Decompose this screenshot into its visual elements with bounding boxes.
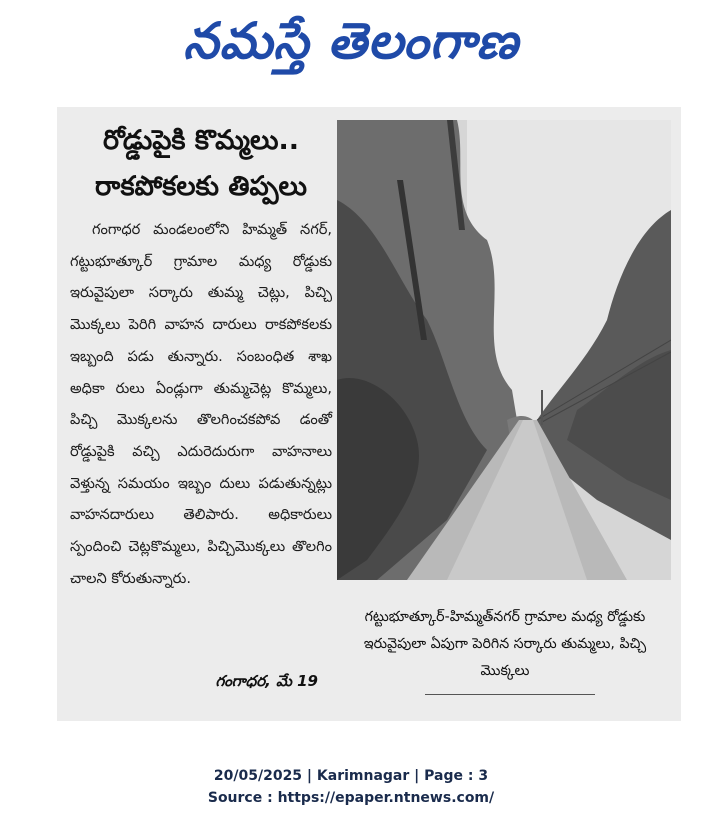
road-photo — [337, 120, 671, 580]
footer-source-link[interactable]: Source : https://epaper.ntnews.com/ — [207, 790, 495, 806]
road-photo-illustration — [337, 120, 671, 580]
caption-underline — [425, 694, 595, 695]
article-dateline: గంగాధర, మే 19 — [215, 672, 318, 690]
photo-caption: గట్టుభూత్కూర్-హిమ్మత్‌నగర్ గ్రామాల మధ్య రోడ్డుకు ఇరువైపులా ఏపుగా పెరిగిన సర్కారు తుమ్మలు, పిచ్చి మొక్కలు — [363, 609, 647, 679]
footer-edition-info: 20/05/2025 | Karimnagar | Page : 3 — [213, 768, 489, 784]
article-body: గంగాధర మండలంలోని హిమ్మత్ నగర్, గట్టుభూత్కూర్ గ్రామాల మధ్య రోడ్డుకు ఇరువైపులా సర్కారు తుమ్మ చెట్లు, పిచ్చి మొక్కలు పెరిగి వాహన దారులు రాకపోకలకు ఇబ్బంది పడు తున్నారు. సంబంధిత శాఖ అధికా రులు ఏండ్లుగా తుమ్మచెట్ల కొమ్మలు, పిచ్చి మొక్కలను తొలగించకపోవ డంతో రోడ్డుపైకి వచ్చి ఎదురెదురుగా వాహనాలు వెళ్తున్న సమయం ఇబ్బం దులు పడుతున్నట్లు వాహనదారులు తెలిపారు. అధికారులు స్పందించి చెట్లకొమ్మలు, పిచ్చిమొక్కలు తొలగిం చాలని కోరుతున్నారు. — [70, 221, 332, 587]
headline-line-1: రోడ్డుపైకి కొమ్మలు.. — [102, 125, 300, 156]
masthead-title: నమస్తే తెలంగాణ — [183, 12, 519, 70]
article-headline — [70, 118, 332, 210]
headline-line-2: రాకపోకలకు తిప్పలు — [95, 171, 307, 202]
